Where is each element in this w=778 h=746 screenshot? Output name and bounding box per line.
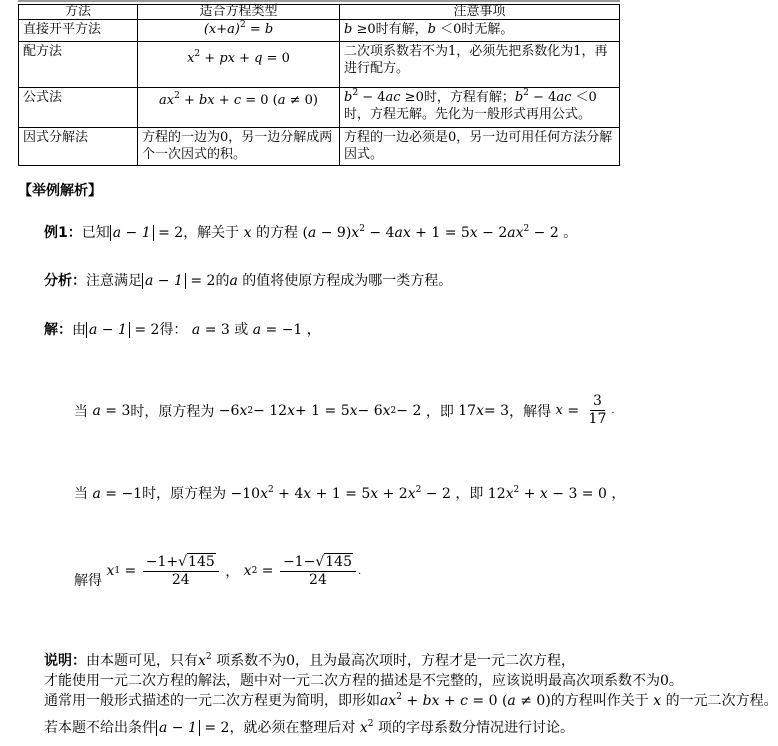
case-text: ，即	[455, 486, 484, 502]
case-text: 当	[74, 403, 88, 420]
note-text: 时，方程无解。先化为一般形式再用公式。	[344, 107, 592, 122]
table-header-row	[19, 5, 620, 20]
method-note: b ≥0时有解，b ＜0时无解。	[340, 20, 620, 42]
solution-text: 得：	[159, 322, 188, 338]
header-method: 方法	[19, 5, 138, 20]
example-text: 已知	[81, 225, 110, 241]
explanation-text: 由本题可见，只有	[86, 653, 198, 669]
note-text: ≥0时，方程有解；	[404, 90, 515, 105]
table-row	[19, 128, 620, 166]
table-row	[19, 42, 620, 88]
solution-label: 解：	[44, 322, 72, 338]
explanation-text: 通常用一般形式描述的一元二次方程更为简明，即形如	[44, 693, 380, 709]
abs-condition: a − 1	[86, 322, 130, 338]
method-name: 公式法	[19, 88, 138, 128]
fraction: $\frac{-1+√145}{24}$	[143, 554, 219, 589]
solution-text: 由	[72, 322, 86, 338]
case-text: ，即	[425, 403, 454, 420]
solution-text: 或	[234, 322, 249, 338]
explanation-text: 项系数不为0，且为最高次项时，方程才是一元二次方程，	[216, 653, 575, 669]
abs-condition: a − 1	[156, 720, 200, 736]
note-text: ＜0时无解。	[440, 22, 514, 37]
roots-line: 解得 x 1 = $\frac{-1+√145}{24}$ ， x 2 = $\frac{-1-√145}{24}$ .	[74, 553, 362, 589]
case-text: 当	[74, 486, 88, 502]
note-text: ≥0时有解，	[356, 22, 428, 37]
header-notes: 注意事项	[340, 5, 620, 20]
example-equation: $(a - 9)x^2 - 4ax + 1 = 5x - 2ax^2 - 2$ 。	[302, 224, 578, 241]
table-row	[19, 20, 620, 42]
explanation-text: 若本题不给出条件	[44, 720, 156, 736]
fraction: $\frac{-1-√145}{24}$	[280, 554, 356, 589]
abs-condition: a − 1	[142, 273, 186, 289]
example-text: 的方程	[256, 225, 298, 241]
explanation-line-3: 通常用一般形式描述的一元二次方程更为简明，即形如$ax^2$ + bx + c = 0 (a ≠ 0)的方程叫作关于 x 的一元二次方程。	[44, 692, 778, 709]
method-name: 配方法	[19, 42, 138, 88]
explanation-line-2: 才能使用一元二次方程的解法，题中对一元二次方程的描述是不完整的，应该说明最高次项系数不为0。	[44, 673, 683, 689]
equation-type: $(x+a)^2 = b$	[138, 20, 340, 42]
section-heading: 【举例解析】	[18, 183, 102, 199]
solution-line: 解：由 a − 1 = 2得： a = 3 或 a = −1 ，	[44, 322, 321, 338]
analysis-text: 的值将使原方程成为哪一类方程。	[242, 273, 453, 289]
case-text: 时，原方程为	[130, 403, 215, 420]
explanation-line-4: 若本题不给出条件 a − 1 = 2，就必须在整理后对 $x^2$ 项的字母系数分情况进行讨论。	[44, 719, 574, 736]
table-row	[19, 88, 620, 128]
example-line: 例1：已知 a − 1 = 2，解关于 x 的方程 $(a - 9)x^2 - 4ax + 1 = 5x - 2ax^2 - 2$ 。	[44, 224, 578, 241]
equation-type: $x^2$ + px + q = 0	[138, 42, 340, 88]
analysis-line: 分析：注意满足 a − 1 = 2的a 的值将使原方程成为哪一类方程。	[44, 273, 453, 289]
roots-label: 解得	[74, 573, 102, 589]
method-note: $b^2 - 4ac \ge 0$时，方程有解；$b^2 - 4ac <0$ 时，方程无解。先化为一般形式再用公式。	[340, 88, 620, 128]
method-note: 方程的一边必须是0，另一边可用任何方法分解因式。	[340, 128, 620, 166]
explanation-text: 的方程叫作关于	[550, 693, 649, 709]
equation-type: $ax^2$ + bx + c = 0 (a ≠ 0)	[138, 88, 340, 128]
analysis-label: 分析：	[44, 273, 86, 289]
method-name: 因式分解法	[19, 128, 138, 166]
explanation-text: 的一元二次方程。	[665, 693, 778, 709]
explanation-line-1: 说明：由本题可见，只有$x^2$ 项系数不为0，且为最高次项时，方程才是一元二次方程，	[44, 652, 575, 669]
example-label: 例1：	[44, 225, 82, 241]
example-text: ，解关于	[183, 225, 240, 241]
header-equation-type: 适合方程类型	[138, 5, 340, 20]
explanation-text: 项的字母系数分情况进行讨论。	[377, 720, 574, 736]
explanation-label: 说明：	[44, 653, 86, 669]
analysis-text: 的	[215, 273, 230, 289]
method-note: 二次项系数若不为1，必须先把系数化为1，再进行配方。	[340, 42, 620, 88]
abs-condition: a − 1	[110, 225, 154, 241]
fraction: $\frac{3}{17}$	[588, 393, 607, 427]
methods-table	[18, 0, 620, 168]
explanation-text: ，就必须在整理后对	[229, 720, 356, 736]
method-name: 直接开平方法	[19, 20, 138, 42]
analysis-text: 注意满足	[86, 273, 142, 289]
case-a3-line: 当 a = 3 时，原方程为 −6 x 2 − 12 x + 1 = 5 x − 6 x 2 − 2 ，即 17 x = 3 ，解得 x = $\frac{3}{17}$ .	[74, 393, 615, 427]
case-text: 时，原方程为	[142, 486, 227, 502]
case-a-neg1-line: 当 a = −1时，原方程为 $-10x^2 + 4x + 1 = 5x + 2x^2 - 2$ ，即 $12x^2 + x - 3 = 0$ ，	[74, 485, 626, 502]
equation-type: 方程的一边为0，另一边分解成两个一次因式的积。	[138, 128, 340, 166]
case-text: ，解得	[509, 403, 552, 420]
